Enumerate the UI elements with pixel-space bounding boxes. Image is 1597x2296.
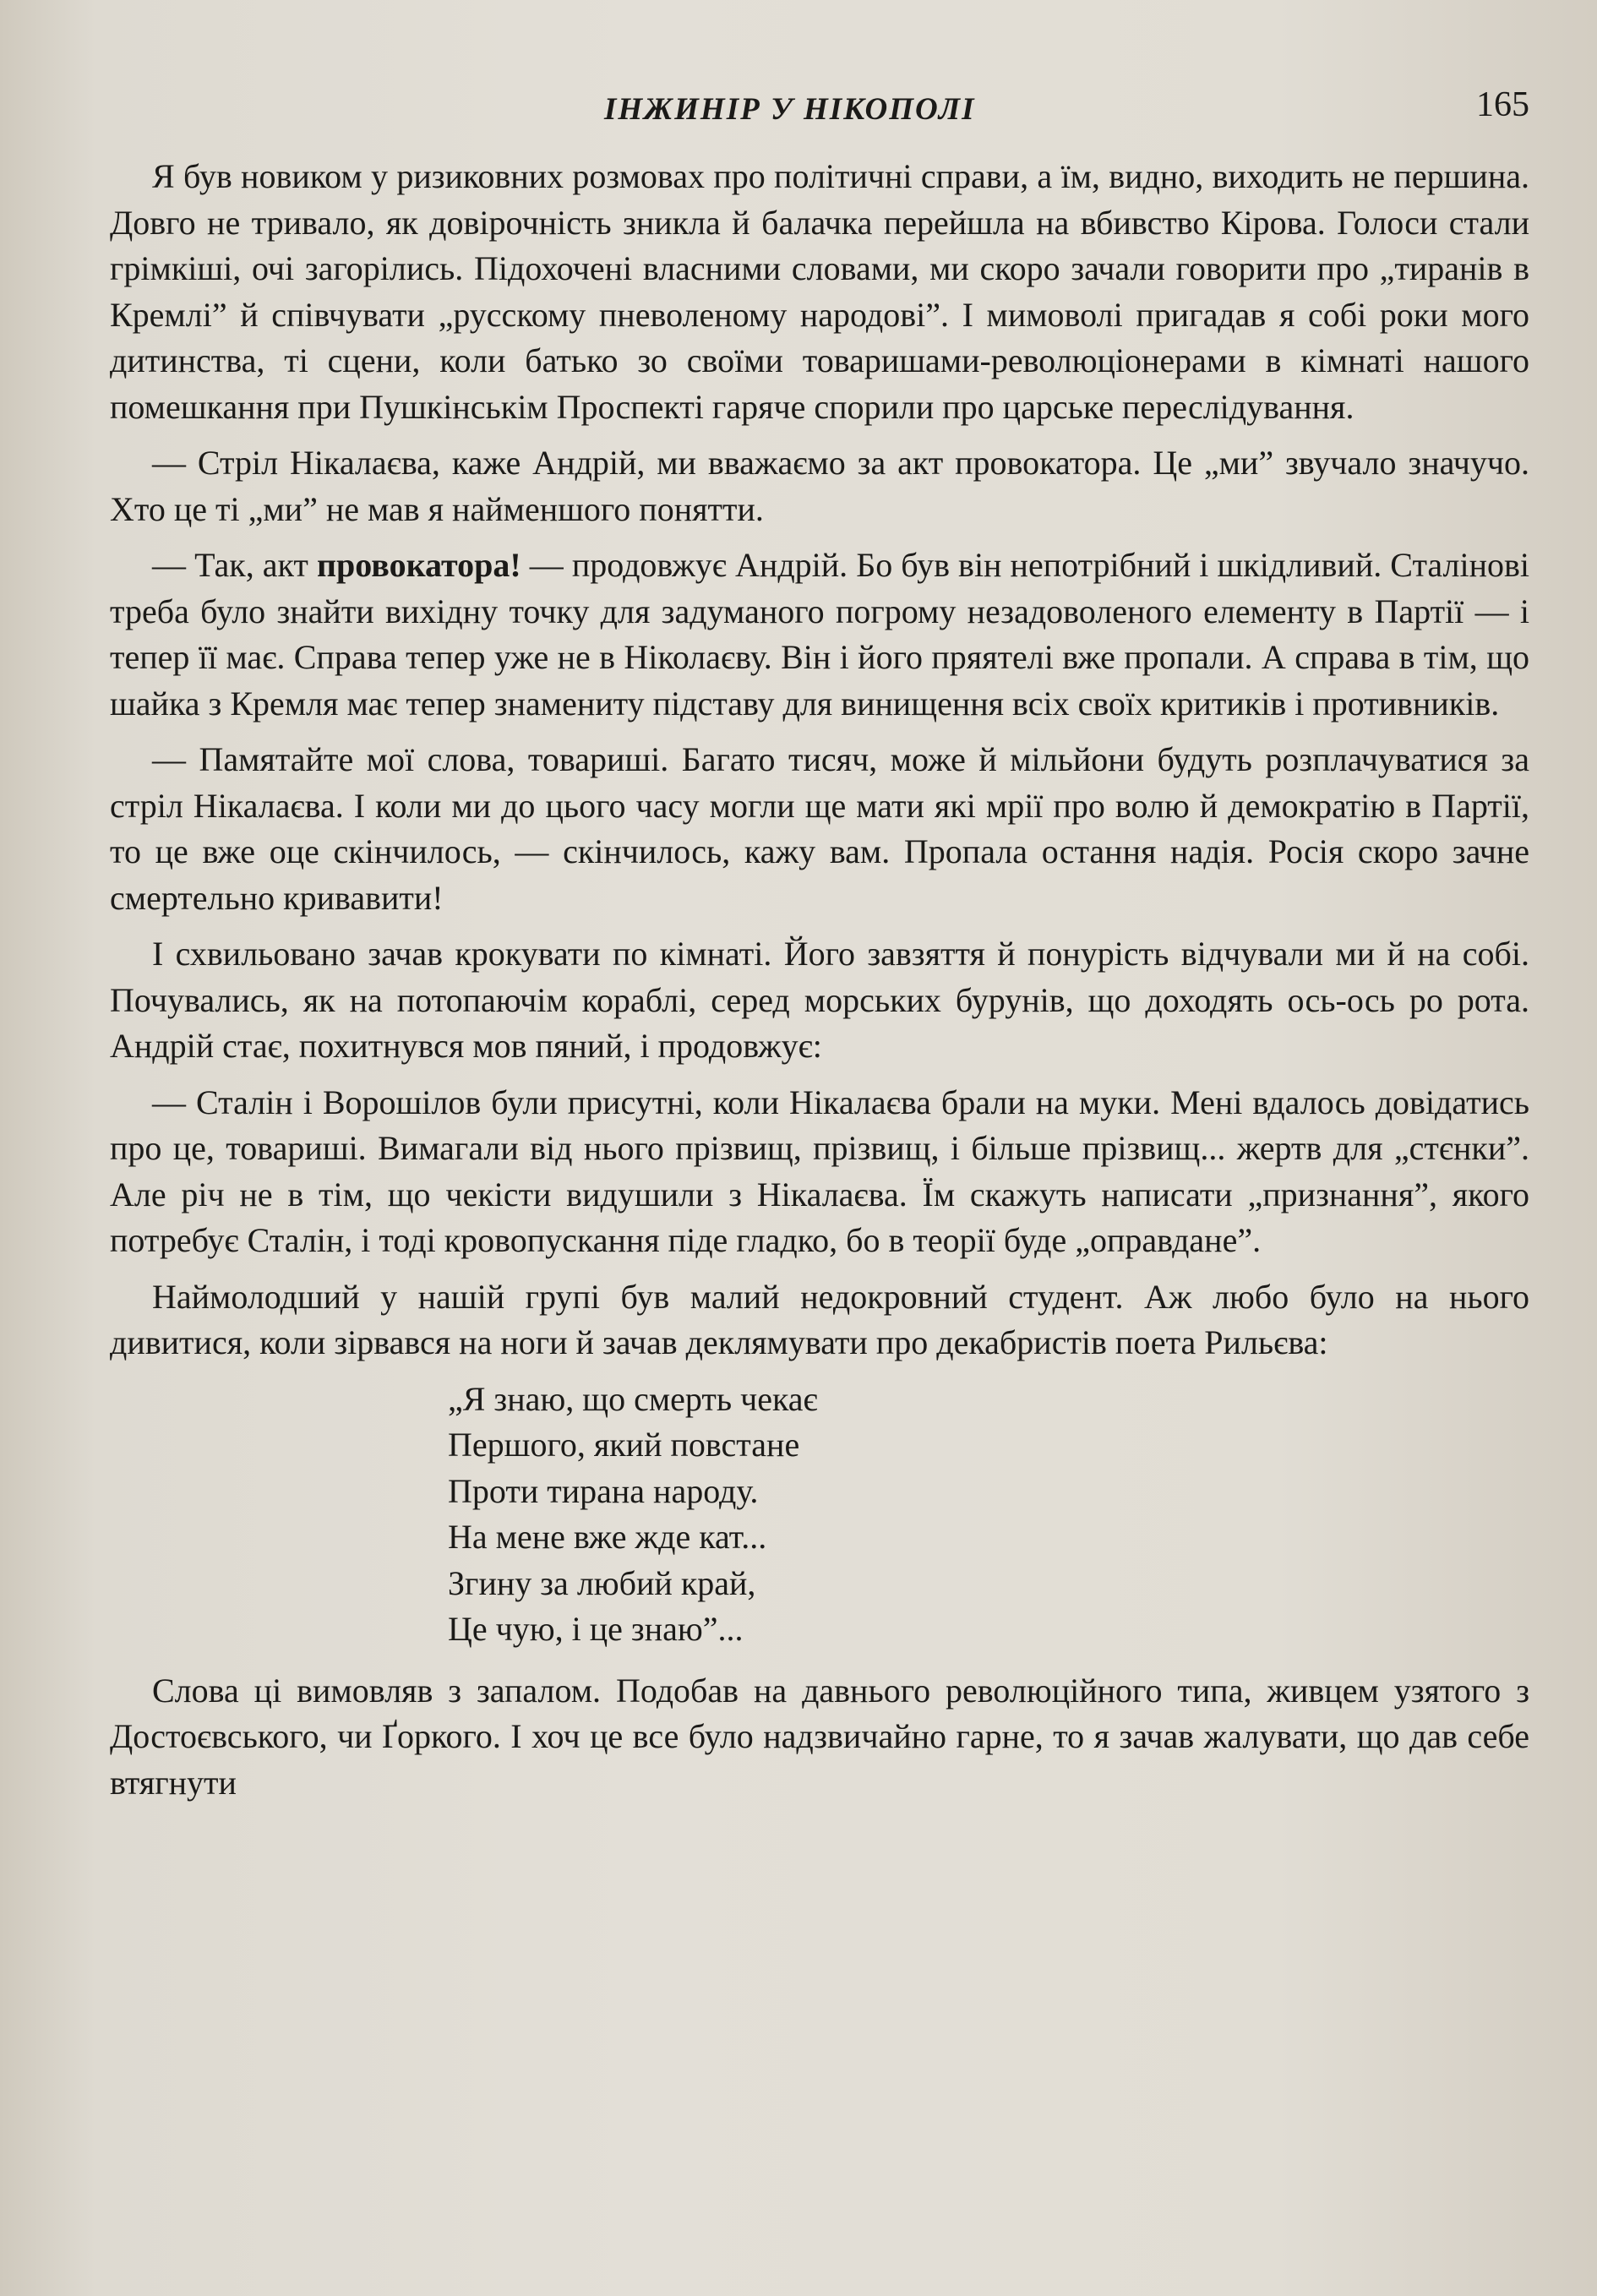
poem-line: Проти тирана народу. [448,1471,759,1510]
page-header [0,85,1597,144]
poem-line: Першого, який повстане [448,1426,800,1464]
poem-line: На мене вже жде кат... [448,1518,767,1556]
paragraph-7: Наймолодший у нашій групі був малий недокровний студент. Аж любо було на нього дивитися, коли зірвався на ноги й зачав деклямувати про декабристів поета Рильєва: [110,1277,1529,1361]
paragraph-1: Я був новиком у ризиковних розмовах про політичні справи, а їм, видно, виходить не першина. Довго не тривало, як довірочність зникла й балачка перейшла на вбивство Кірова. Голоси стали грімкіші, очі загорілись. Підохочені власними словами, ми скоро зачали говорити про „тиранів в Кремлі” й співчувати „русскому пневоленому народові”. І мимоволі пригадав я собі роки мого дитинства, ті сцени, коли батько зо своїми товаришами-революціонерами в кімнаті нашого помешкання при Пушкінськім Проспекті гаряче спорили про царське переслідування. [110,157,1529,426]
paragraph-5: І схвильовано зачав крокувати по кімнаті. Його завзяття й понурість відчували ми й на собі. Почувались, як на потопаючім кораблі, серед морських бурунів, що доходять ось-ось ро рота. Андрій стає, похитнувся мов пяний, і продовжує: [110,935,1529,1065]
running-title: ІНЖИНІР У НІКОПОЛІ [604,92,976,127]
page-body [110,154,1529,1816]
poem-line: „Я знаю, що смерть чекає [448,1379,818,1418]
paragraph-3: — Так, акт провокатора! — продовжує Андрій. Бо був він непотрібний і шкідливий. Сталінові треба було знайти вихідну точку для задуманого погрому незадоволеного елементу в Партії — і тепер її має. Справа тепер уже не в Ніколаєву. Він і його пряятелі вже пропали. А справа в тім, що шайка з Кремля має тепер знамениту підставу для винищення всіх своїх критиків і противників. [110,546,1530,723]
paragraph-closing: Слова ці вимовляв з запалом. Подобав на давнього революційного типа, живцем узятого з Достоєвського, чи Ґоркого. І хоч це все було надзвичайно гарне, то я зачав жалувати, що дав себе втягнути [110,1671,1529,1802]
page-number: 165 [1476,85,1529,124]
poem-line: Згину за любий край, [448,1563,756,1602]
bold-phrase: провокатора! [316,546,521,584]
poem-line: Це чую, і це знаю”... [448,1610,744,1648]
paragraph-4: — Памятайте мої слова, товариші. Багато тисяч, може й мільйони будуть розплачуватися за стріл Нікалаєва. І коли ми до цього часу могли ще мати які мрії про волю й демократію в Партії, то це вже оце скінчилось, — скінчилось, кажу вам. Пропала остання надія. Росія скоро зачне смертельно кривавити! [110,740,1529,917]
poem [448,1377,1529,1653]
paragraph-2: — Стріл Нікалаєва, каже Андрій, ми вважаємо за акт провокатора. Це „ми” звучало значучо. Хто це ті „ми” не мав я найменшого понятти. [110,444,1529,528]
paragraph-6: — Сталін і Ворошілов були присутні, коли Нікалаєва брали на муки. Мені вдалось довідатись про це, товариші. Вимагали від нього прізвищ, прізвищ, і більше прізвищ... жертв для „стєнки”. Але річ не в тім, що чекісти видушили з Нікалаєва. Їм скажуть написати „признання”, якого потребує Сталін, і тоді кровопускання піде гладко, бо в теорії буде „оправдане”. [110,1083,1529,1259]
